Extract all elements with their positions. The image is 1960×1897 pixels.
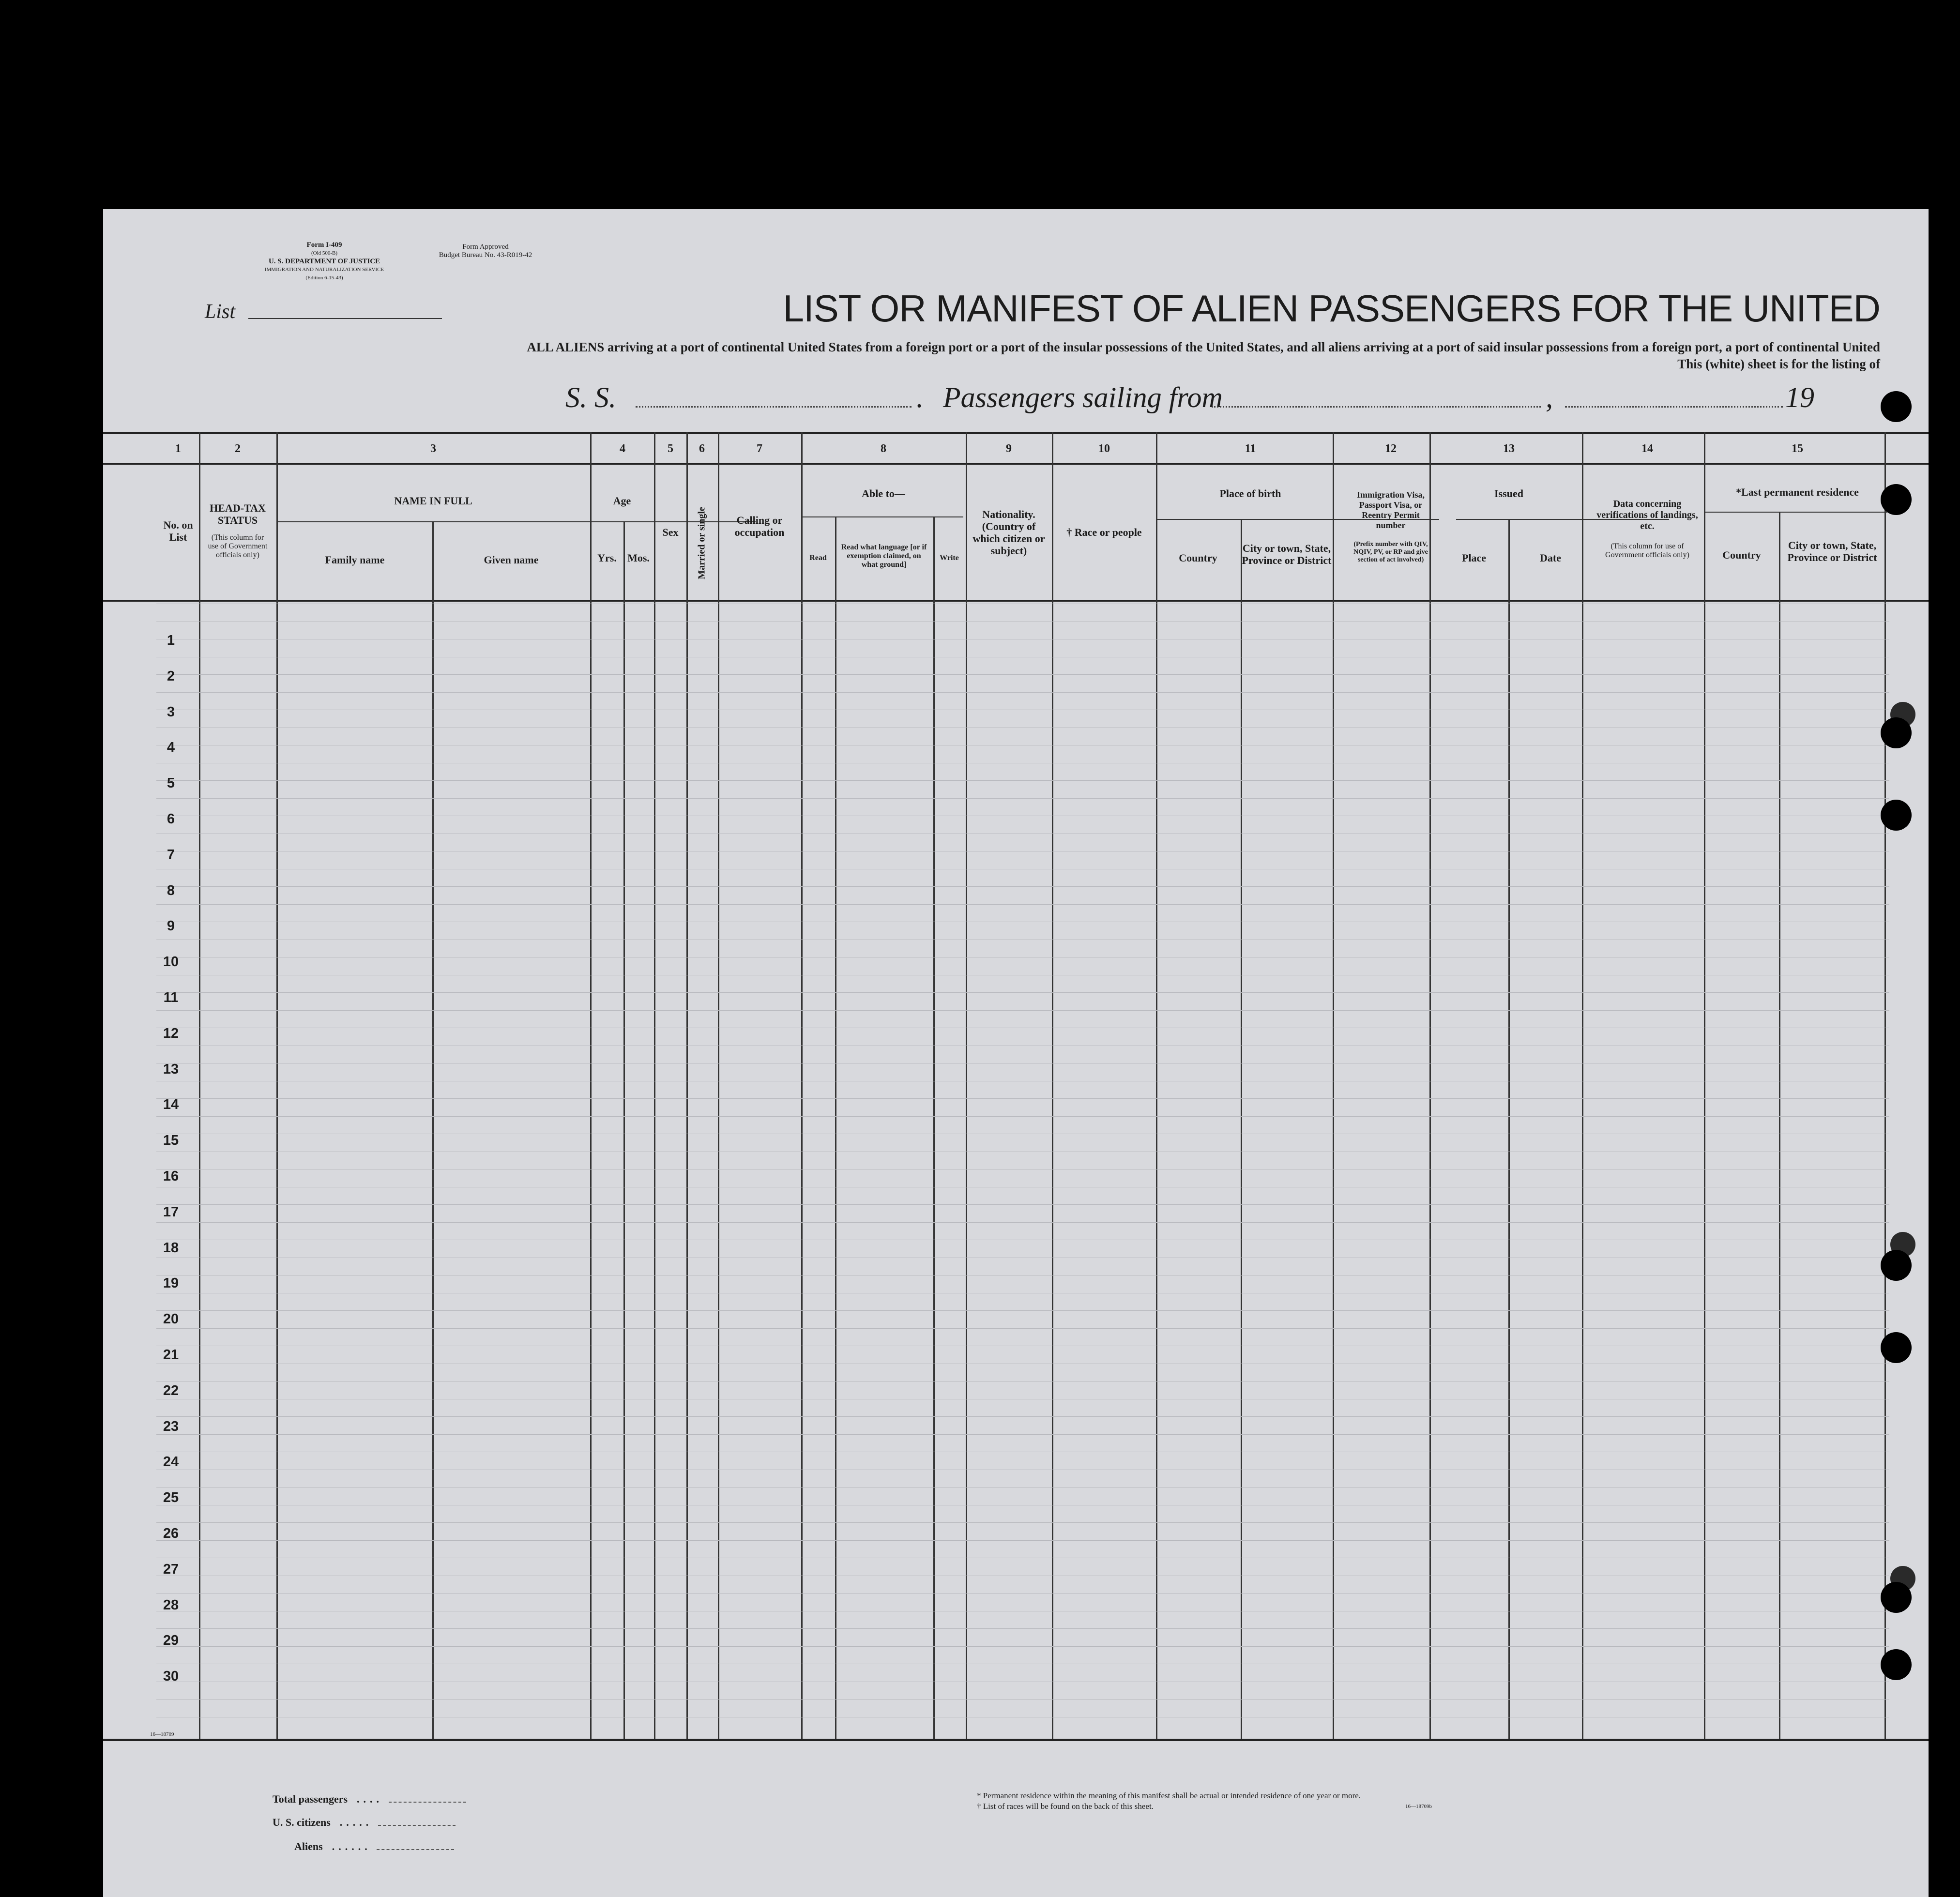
ss-label: S. S. [565, 381, 616, 413]
row-number: 26 [163, 1526, 179, 1541]
form-number: Form I-409 [306, 241, 342, 249]
row-number: 30 [163, 1669, 179, 1685]
header-data-note: (This column for use of Government officials only) [1605, 542, 1689, 559]
ruled-line [156, 1628, 1889, 1629]
header-read: Read [809, 554, 827, 562]
row-number: 19 [163, 1275, 179, 1291]
list-number-field[interactable] [248, 318, 442, 319]
row-number: 22 [163, 1382, 179, 1398]
header-no-on-list: No. on List [163, 519, 193, 543]
punch-hole [1881, 1582, 1912, 1613]
subtitle-sheet: This (white) sheet is for the listing of [1677, 357, 1880, 371]
ship-name-field[interactable] [636, 406, 912, 408]
header-head-tax: HEAD-TAX STATUS [210, 502, 266, 526]
dot-leader: ..... [333, 1816, 373, 1828]
ruled-line [156, 1522, 1889, 1523]
header-last-residence: *Last permanent residence [1736, 486, 1859, 498]
total-passengers-row [273, 1793, 466, 1806]
header-married: Married or single [696, 507, 707, 579]
row-number: 3 [167, 704, 175, 720]
service: IMMIGRATION AND NATURALIZATION SERVICE [264, 267, 384, 273]
ruled-line [156, 1434, 1889, 1435]
row-number: 14 [163, 1097, 179, 1113]
year-prefix: 19 [1785, 381, 1814, 413]
table-top-border [103, 432, 1929, 434]
header-race: † Race or people [1066, 526, 1142, 538]
colnum-12: 12 [1385, 442, 1397, 455]
form-identification [261, 241, 387, 282]
header-head-tax-note: (This column for use of Government officials only) [208, 533, 268, 559]
comma-mark: , [1546, 381, 1553, 413]
row-number: 21 [163, 1347, 179, 1363]
col-divider-15 [1884, 432, 1886, 1739]
footnote-plate: 16—18709b [1405, 1804, 1432, 1809]
residence-subheader-line [1705, 512, 1887, 513]
row-number: 4 [167, 740, 175, 756]
row-number: 1 [167, 633, 175, 648]
aliens-label: Aliens [294, 1840, 323, 1852]
ruled-line [156, 692, 1889, 693]
colnum-3: 3 [430, 442, 436, 455]
col-divider-2 [276, 432, 278, 1739]
ruled-line [156, 780, 1889, 781]
col-divider-10 [1156, 432, 1157, 1739]
ruled-line [156, 1328, 1889, 1329]
header-visa: Immigration Visa, Passport Visa, or Reentry Permit number [1356, 490, 1425, 530]
period-mark: . [916, 381, 924, 413]
header-sex: Sex [662, 526, 679, 538]
able-subheader-line [801, 516, 963, 517]
header-res-city: City or town, State, Province or District [1787, 539, 1877, 563]
row-number: 20 [163, 1311, 179, 1327]
row-number: 25 [163, 1490, 179, 1506]
colnum-7: 7 [757, 442, 762, 455]
budget-text: Budget Bureau No. 43-R019-42 [439, 251, 532, 259]
date-field[interactable] [1565, 406, 1783, 408]
ruled-line [156, 1646, 1889, 1647]
ruled-line [156, 1204, 1889, 1205]
aliens-field[interactable] [377, 1849, 454, 1850]
name-subheader-line [276, 521, 695, 522]
colnum-8: 8 [881, 442, 886, 455]
ruled-line [156, 992, 1889, 993]
colnum-9: 9 [1006, 442, 1012, 455]
header-given-name: Given name [484, 554, 539, 566]
header-mos: Mos. [627, 552, 650, 564]
colnum-14: 14 [1641, 442, 1653, 455]
total-passengers-label: Total passengers [273, 1793, 348, 1805]
ruled-line [156, 886, 1889, 887]
header-data-concerning: Data concerning verifications of landings, etc. [1596, 499, 1698, 531]
ruled-line [156, 674, 1889, 675]
sailing-from-label: Passengers sailing from [943, 381, 1223, 413]
row-number: 6 [167, 811, 175, 827]
colnum-11: 11 [1245, 442, 1256, 455]
row-number: 17 [163, 1204, 179, 1220]
col-divider-14 [1704, 432, 1705, 1739]
ruled-line [156, 798, 1889, 799]
col-divider-res [1779, 512, 1780, 1739]
ruled-line [156, 1310, 1889, 1311]
column-number-divider [103, 463, 1929, 465]
approved-text: Form Approved [462, 243, 509, 251]
colnum-10: 10 [1098, 442, 1110, 455]
us-citizens-label: U. S. citizens [273, 1816, 331, 1828]
edition: (Edition 6-15-43) [305, 275, 343, 281]
port-field[interactable] [1212, 406, 1541, 408]
row-number: 10 [163, 954, 179, 970]
punch-hole [1881, 1250, 1912, 1281]
ruled-line [156, 1416, 1889, 1417]
punch-hole [1881, 1332, 1912, 1363]
header-family-name: Family name [325, 554, 385, 566]
col-divider-4 [654, 432, 655, 1739]
punch-hole [1881, 800, 1912, 831]
row-number: 11 [163, 990, 179, 1005]
header-write: Write [940, 554, 959, 562]
ruled-line [156, 1540, 1889, 1541]
col-divider-name [432, 521, 434, 1739]
row-number: 29 [163, 1633, 179, 1649]
col-divider-pob [1241, 519, 1242, 1739]
dot-leader: ...... [325, 1840, 371, 1852]
header-res-country: Country [1722, 549, 1761, 561]
col-divider-5 [686, 432, 688, 1739]
row-number: 27 [163, 1561, 179, 1577]
ruled-line [156, 1699, 1889, 1700]
row-number: 18 [163, 1240, 179, 1256]
header-visa-note: (Prefix number with QIV, NQIV, PV, or RP and give section of act involved) [1353, 541, 1428, 563]
row-number: 2 [167, 668, 175, 684]
header-name-in-full: NAME IN FULL [394, 495, 472, 507]
header-age: Age [613, 495, 631, 507]
colnum-1: 1 [175, 442, 181, 455]
colnum-2: 2 [235, 442, 241, 455]
us-citizens-row [273, 1816, 456, 1829]
punch-hole [1881, 391, 1912, 422]
form-approval [413, 243, 558, 259]
punch-hole [1881, 1649, 1912, 1680]
col-divider-8 [966, 432, 967, 1739]
row-number: 9 [167, 918, 175, 934]
col-divider-lang [933, 516, 935, 1739]
header-pob-country: Country [1179, 552, 1217, 564]
manifest-sheet [103, 209, 1929, 1897]
colnum-15: 15 [1792, 442, 1803, 455]
header-read-language: Read what language [or if exemption claimed, on what ground] [841, 543, 927, 569]
footnote-races: † List of races will be found on the back of this sheet. [977, 1802, 1154, 1811]
page-title: LIST OR MANIFEST OF ALIEN PASSENGERS FOR THE UNITED [783, 287, 1880, 330]
col-divider-read [835, 516, 836, 1739]
aliens-row [294, 1840, 454, 1853]
ruled-line [156, 1222, 1889, 1223]
ruled-line [156, 1098, 1889, 1099]
header-able-to: Able to— [862, 487, 905, 500]
punch-hole [1881, 717, 1912, 748]
row-number: 5 [167, 775, 175, 791]
row-number: 28 [163, 1597, 179, 1613]
colnum-6: 6 [699, 442, 705, 455]
col-divider-age [623, 521, 625, 1739]
table-bottom-border [103, 1739, 1929, 1741]
row-number: 23 [163, 1418, 179, 1434]
row-number: 7 [167, 847, 175, 863]
col-divider-3 [590, 432, 592, 1739]
ship-line [103, 381, 1929, 420]
footnote-permanent: * Permanent residence within the meaning of this manifest shall be actual or intended residence of one year or more. [977, 1791, 1361, 1800]
row-number: 12 [163, 1025, 179, 1041]
col-divider-11 [1333, 432, 1334, 1739]
col-divider-9 [1052, 432, 1053, 1739]
header-pob-city: City or town, State, Province or District [1242, 542, 1332, 566]
col-divider-13 [1582, 432, 1583, 1739]
header-calling: Calling or occupation [734, 514, 785, 538]
colnum-4: 4 [620, 442, 625, 455]
col-divider-1 [199, 432, 200, 1739]
old-number: (Old 500-B) [311, 250, 338, 256]
ruled-line [156, 1010, 1889, 1011]
dot-leader: .... [350, 1793, 383, 1805]
us-citizens-field[interactable] [378, 1825, 456, 1826]
header-yrs: Yrs. [597, 552, 617, 564]
col-divider-12 [1429, 432, 1431, 1739]
header-issued-place: Place [1461, 552, 1487, 564]
header-issued: Issued [1494, 487, 1523, 500]
row-number: 16 [163, 1169, 179, 1184]
total-passengers-field[interactable] [389, 1802, 466, 1803]
header-issued-date: Date [1540, 552, 1561, 564]
subtitle-aliens: ALL ALIENS arriving at a port of continental United States from a foreign port or a port of the insular possessions of the United States, and all aliens arriving at a port of said insular possessions from a foreign port, a port of continental United [527, 340, 1880, 354]
plate-number: 16—18709 [150, 1731, 174, 1737]
ruled-line [156, 904, 1889, 905]
col-divider-7 [801, 432, 803, 1739]
row-number: 15 [163, 1133, 179, 1149]
header-nationality: Nationality. (Country of which citizen or subject) [972, 508, 1045, 557]
ruled-line [156, 1116, 1889, 1117]
colnum-5: 5 [668, 442, 673, 455]
col-divider-6 [718, 432, 719, 1739]
row-number: 13 [163, 1061, 179, 1077]
department: U. S. DEPARTMENT OF JUSTICE [268, 258, 380, 265]
list-label: List [205, 301, 236, 323]
header-bottom-border [103, 600, 1929, 602]
punch-hole [1881, 484, 1912, 515]
row-number: 24 [163, 1454, 179, 1470]
col-divider-issued [1508, 519, 1510, 1739]
row-number: 8 [167, 882, 175, 898]
colnum-13: 13 [1503, 442, 1515, 455]
header-place-of-birth: Place of birth [1219, 487, 1281, 500]
